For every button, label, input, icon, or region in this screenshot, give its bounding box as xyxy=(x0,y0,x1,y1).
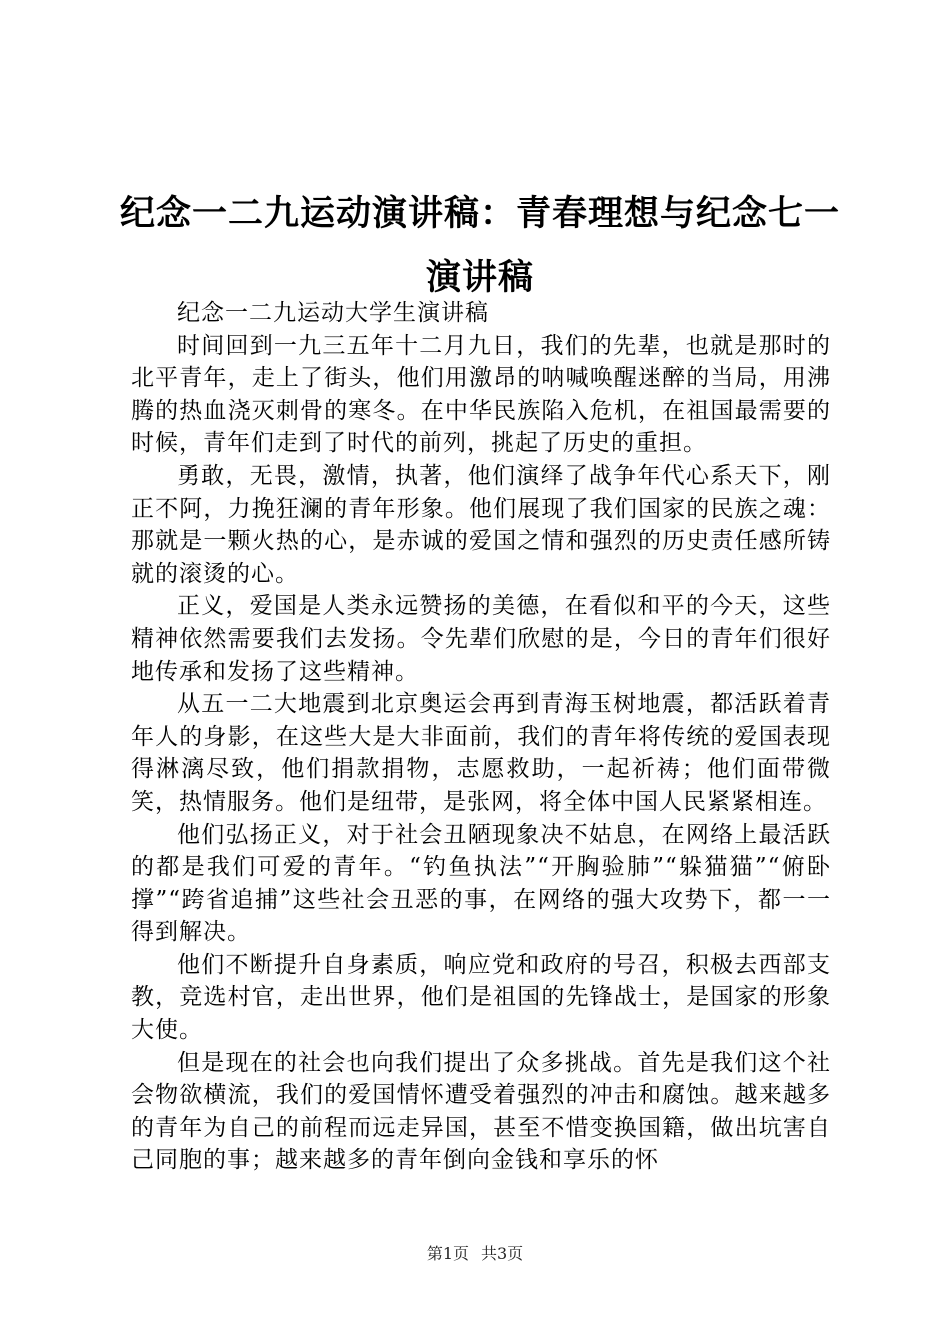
paragraph: 正义，爱国是人类永远赞扬的美德，在看似和平的今天，这些精神依然需要我们去发扬。令先辈们欣慰的是，今日的青年们很好地传承和发扬了这些精神。 xyxy=(131,593,831,685)
paragraph: 从五一二大地震到北京奥运会再到青海玉树地震，都活跃着青年人的身影，在这些大是大非面前，我们的青年将传统的爱国表现得淋漓尽致，他们捐款捐物，志愿救助，一起祈祷；他们面带微笑，热情服务。他们是纽带，是张网，将全体中国人民紧紧相连。 xyxy=(131,691,831,815)
document-body xyxy=(131,297,831,1177)
paragraph: 他们不断提升自身素质，响应党和政府的号召，积极去西部支教，竞选村官，走出世界，他们是祖国的先锋战士，是国家的形象大使。 xyxy=(131,951,831,1044)
page-number: 第1页 xyxy=(426,1244,469,1263)
paragraph: 时间回到一九三五年十二月九日，我们的先辈，也就是那时的北平青年，走上了街头，他们用激昂的呐喊唤醒迷醉的当局，用沸腾的热血浇灭刺骨的寒冬。在中华民族陷入危机，在祖国最需要的时候，青年们走到了时代的前列，挑起了历史的重担。 xyxy=(131,332,831,457)
paragraph: 勇敢，无畏，激情，执著，他们演绎了战争年代心系天下，刚正不阿，力挽狂澜的青年形象。他们展现了我们国家的民族之魂：那就是一颗火热的心，是赤诚的爱国之情和强烈的历史责任感所铸就的滚烫的心。 xyxy=(131,462,831,587)
paragraph: 但是现在的社会也向我们提出了众多挑战。首先是我们这个社会物欲横流，我们的爱国情怀遭受着强烈的冲击和腐蚀。越来越多的青年为自己的前程而远走异国，甚至不惜变换国籍，做出坑害自己同胞的事；越来越多的青年倒向金钱和享乐的怀 xyxy=(131,1049,831,1174)
paragraph: 纪念一二九运动大学生演讲稿 xyxy=(177,300,489,326)
document-title: 纪念一二九运动演讲稿：青春理想与纪念七一演讲稿 xyxy=(120,193,841,298)
page-total: 共3页 xyxy=(481,1244,524,1263)
page-footer xyxy=(0,1244,950,1264)
paragraph: 他们弘扬正义，对于社会丑陋现象决不姑息，在网络上最活跃的都是我们可爱的青年。“钓鱼执法”“开胸验肺”“躲猫猫”“俯卧撑”“跨省追捕”这些社会丑恶的事，在网络的强大攻势下，都一一得到解决。 xyxy=(131,821,831,946)
